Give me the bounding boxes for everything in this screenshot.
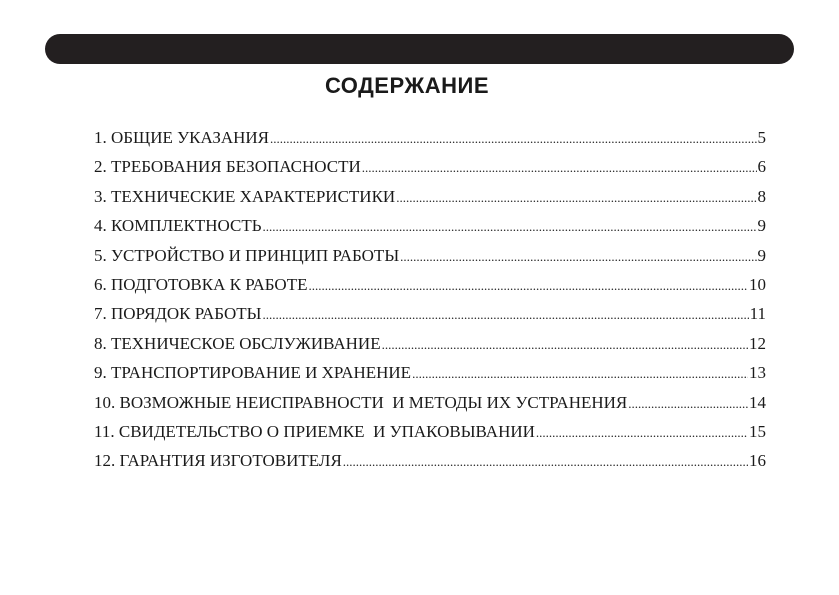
toc-entry-page: 9 [757, 245, 766, 265]
toc-entry-page: 13 [749, 363, 766, 383]
toc-entry-label: 4. КОМПЛЕКТНОСТЬ [94, 216, 262, 236]
toc-dot-leader [382, 333, 748, 357]
toc-dot-leader [270, 127, 756, 151]
toc-entry-label: 9. ТРАНСПОРТИРОВАНИЕ И ХРАНЕНИЕ [94, 363, 412, 383]
toc-dot-leader [412, 362, 748, 386]
toc-entry-page: 10 [749, 274, 766, 294]
toc-entry[interactable] [94, 302, 766, 331]
toc-entry[interactable] [94, 449, 766, 478]
toc-entry-page: 15 [749, 421, 766, 441]
toc-entry[interactable] [94, 126, 766, 155]
toc-entry[interactable] [94, 391, 766, 420]
toc-entry[interactable] [94, 273, 766, 302]
toc-entry-page: 12 [749, 333, 766, 353]
table-of-contents [94, 126, 766, 479]
toc-entry[interactable] [94, 155, 766, 184]
toc-entry-label: 12. ГАРАНТИЯ ИЗГОТОВИТЕЛЯ [94, 451, 342, 471]
toc-dot-leader [308, 274, 748, 298]
toc-entry[interactable] [94, 361, 766, 390]
toc-entry-label: 8. ТЕХНИЧЕСКОЕ ОБСЛУЖИВАНИЕ [94, 333, 381, 353]
toc-entry-label: 1. ОБЩИЕ УКАЗАНИЯ [94, 128, 270, 147]
toc-dot-leader [396, 186, 756, 210]
page-title: СОДЕРЖАНИЕ [324, 73, 490, 98]
toc-entry-label: 3. ТЕХНИЧЕСКИЕ ХАРАКТЕРИСТИКИ [94, 186, 396, 206]
header-bar [45, 34, 794, 64]
toc-entry-page: 9 [757, 216, 766, 236]
toc-entry-page: 11 [749, 304, 766, 324]
toc-entry-page: 16 [749, 451, 766, 471]
toc-entry-label: 6. ПОДГОТОВКА К РАБОТЕ [94, 274, 308, 294]
toc-entry-page: 5 [757, 128, 766, 147]
toc-entry-label: 7. ПОРЯДОК РАБОТЫ [94, 304, 262, 324]
toc-dot-leader [262, 215, 756, 239]
toc-dot-leader [400, 245, 756, 269]
toc-dot-leader [362, 156, 757, 180]
toc-entry-page: 8 [757, 186, 766, 206]
toc-dot-leader [343, 450, 748, 474]
toc-entry[interactable] [94, 332, 766, 361]
toc-entry[interactable] [94, 214, 766, 243]
toc-entry-label: 11. СВИДЕТЕЛЬСТВО О ПРИЕМКЕ И УПАКОВЫВАНИИ [94, 421, 535, 441]
toc-entry-label: 5. УСТРОЙСТВО И ПРИНЦИП РАБОТЫ [94, 245, 400, 265]
toc-entry[interactable] [94, 185, 766, 214]
toc-dot-leader [628, 392, 748, 416]
toc-dot-leader [536, 421, 748, 445]
toc-dot-leader [262, 303, 748, 327]
toc-entry-page: 6 [757, 157, 766, 177]
toc-entry-page: 14 [749, 392, 766, 412]
toc-entry-label: 2. ТРЕБОВАНИЯ БЕЗОПАСНОСТИ [94, 157, 361, 177]
toc-entry-label: 10. ВОЗМОЖНЫЕ НЕИСПРАВНОСТИ И МЕТОДЫ ИХ УСТРАНЕНИЯ [94, 392, 628, 412]
toc-entry[interactable] [94, 244, 766, 273]
toc-entry[interactable] [94, 420, 766, 449]
